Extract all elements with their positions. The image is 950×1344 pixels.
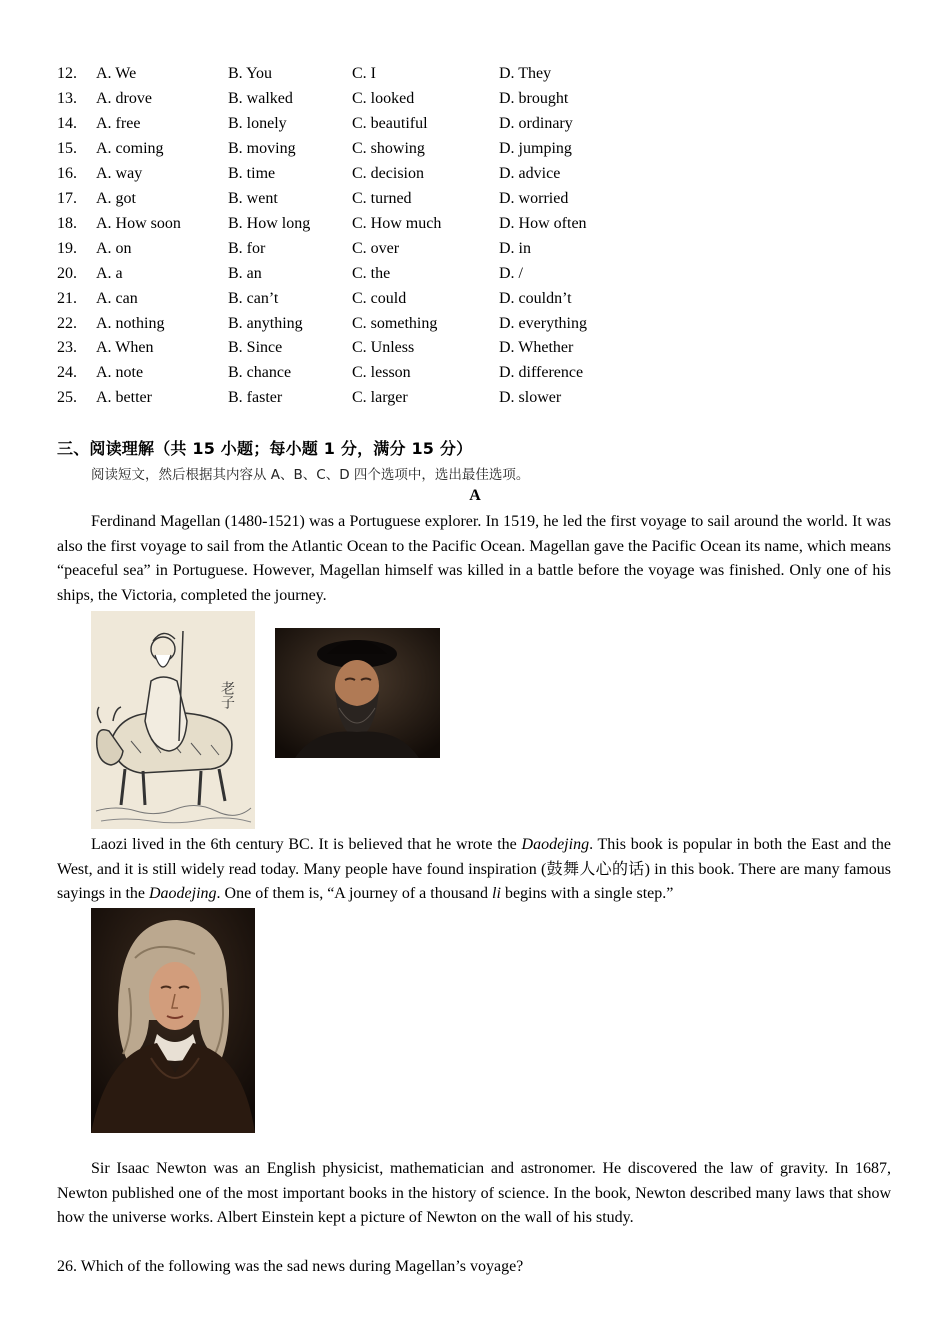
option-c: C. decision [352, 164, 424, 182]
question-number: 24. [57, 364, 77, 382]
option-row [0, 161, 950, 186]
option-b: B. for [228, 239, 266, 257]
option-c: C. something [352, 314, 438, 332]
option-a: A. nothing [96, 314, 165, 332]
question-number: 22. [57, 314, 77, 332]
option-row [0, 136, 950, 161]
question-number: 19. [57, 239, 77, 257]
option-row [0, 311, 950, 336]
option-row [0, 61, 950, 86]
option-a: A. We [96, 65, 137, 82]
option-b: B. walked [228, 89, 293, 107]
question-number: 17. [57, 189, 77, 207]
section-instruction: 阅读短文，然后根据其内容从 A、B、C、D 四个选项中，选出最佳选项。 [91, 467, 530, 483]
option-c: C. the [352, 264, 391, 282]
option-c: C. over [352, 239, 400, 257]
laozi-text-1: Laozi lived in the 6th century BC. It is believed that he wrote the [91, 836, 522, 853]
passage-letter: A [469, 487, 481, 504]
laozi-illustration [91, 611, 255, 829]
paragraph-laozi [57, 833, 891, 907]
option-row [0, 385, 950, 410]
option-a: A. When [96, 339, 154, 357]
option-b: B. faster [228, 389, 283, 407]
option-c: C. I [352, 65, 376, 82]
option-c: C. turned [352, 189, 412, 207]
question-number: 13. [57, 89, 77, 107]
option-c: C. lesson [352, 364, 411, 382]
option-row [0, 211, 950, 236]
question-number: 25. [57, 389, 77, 407]
option-row [0, 186, 950, 211]
option-a: A. note [96, 364, 144, 382]
option-a: A. better [96, 389, 152, 407]
option-d: D. in [499, 239, 531, 257]
option-a: A. How soon [96, 214, 181, 232]
book-title-daodejing: Daodejing [521, 836, 590, 853]
laozi-text-2: . This book is popular in both the East and the West, and it is still widely read today. Many people have found inspiration (鼓舞人心的话) in this book. There are many famous sayings in the [57, 836, 891, 903]
magellan-portrait [275, 628, 440, 758]
option-d: D. couldn’t [499, 289, 572, 307]
option-b: B. time [228, 164, 276, 182]
option-d: D. ordinary [499, 114, 573, 132]
option-row [0, 111, 950, 136]
question-number: 23. [57, 339, 77, 357]
option-b: B. anything [228, 314, 303, 332]
laozi-text-3: . One of them is, “A journey of a thousand [216, 885, 493, 903]
section-title: 三、阅读理解（共 15 小题；每小题 1 分，满分 15 分） [57, 439, 473, 458]
option-b: B. Since [228, 339, 283, 357]
option-row [0, 360, 950, 385]
option-row [0, 236, 950, 261]
option-d: D. brought [499, 89, 569, 107]
option-d: D. difference [499, 364, 584, 382]
option-b: B. moving [228, 139, 296, 157]
option-a: A. a [96, 264, 123, 282]
option-c: C. beautiful [352, 114, 428, 132]
option-row [0, 86, 950, 111]
question-number: 20. [57, 264, 77, 282]
word-li: li [492, 885, 501, 903]
option-c: C. larger [352, 389, 408, 407]
question-number: 16. [57, 164, 77, 182]
option-d: D. jumping [499, 139, 572, 157]
option-d: D. They [499, 65, 552, 82]
paragraph-newton: Sir Isaac Newton was an English physicist, mathematician and astronomer. He discovered the law of gravity. In 1687, Newton published one of the most important books in the history of science. In the book, Newton described many laws that show how the universe works. Albert Einstein kept a picture of Newton on the wall of his study. [57, 1160, 891, 1227]
option-d: D. everything [499, 314, 587, 332]
option-b: B. You [228, 65, 273, 82]
question-number: 21. [57, 289, 77, 307]
option-a: A. can [96, 289, 138, 307]
option-a: A. drove [96, 89, 152, 107]
option-c: C. looked [352, 89, 415, 107]
option-a: A. on [96, 239, 132, 257]
option-d: D. worried [499, 189, 569, 207]
newton-portrait [91, 908, 255, 1133]
option-b: B. lonely [228, 114, 287, 132]
laozi-text-4: begins with a single step.” [500, 885, 674, 903]
option-a: A. free [96, 114, 141, 132]
option-row [0, 261, 950, 286]
option-c: C. showing [352, 139, 425, 157]
option-d: D. How often [499, 214, 587, 232]
option-b: B. can’t [228, 289, 279, 307]
option-b: B. went [228, 189, 278, 207]
question-number: 18. [57, 214, 77, 232]
question-26: 26. Which of the following was the sad news during Magellan’s voyage? [57, 1258, 524, 1275]
option-d: D. / [499, 264, 523, 282]
option-a: A. way [96, 164, 143, 182]
option-row [0, 335, 950, 360]
question-number: 14. [57, 114, 77, 132]
option-b: B. chance [228, 364, 292, 382]
laozi-caption: 老子 [219, 681, 235, 709]
option-a: A. coming [96, 139, 164, 157]
question-number: 15. [57, 139, 77, 157]
book-title-daodejing-2: Daodejing [149, 885, 217, 903]
option-b: B. How long [228, 214, 311, 232]
option-c: C. could [352, 289, 407, 307]
option-b: B. an [228, 264, 262, 282]
option-c: C. How much [352, 214, 442, 232]
option-row [0, 286, 950, 311]
option-c: C. Unless [352, 339, 415, 357]
option-d: D. slower [499, 389, 562, 407]
option-d: D. Whether [499, 339, 574, 357]
option-d: D. advice [499, 164, 561, 182]
option-a: A. got [96, 189, 136, 207]
question-number: 12. [57, 65, 77, 82]
paragraph-magellan: Ferdinand Magellan (1480-1521) was a Portuguese explorer. In 1519, he led the first voyage to sail around the world. It was also the first voyage to sail from the Atlantic Ocean to the Pacific Ocean. Magellan gave the Pacific Ocean its name, which means “peaceful sea” in Portuguese. However, Magellan himself was killed in a battle before the voyage was finished. Only one of his ships, the Victoria, completed the journey. [57, 513, 891, 605]
